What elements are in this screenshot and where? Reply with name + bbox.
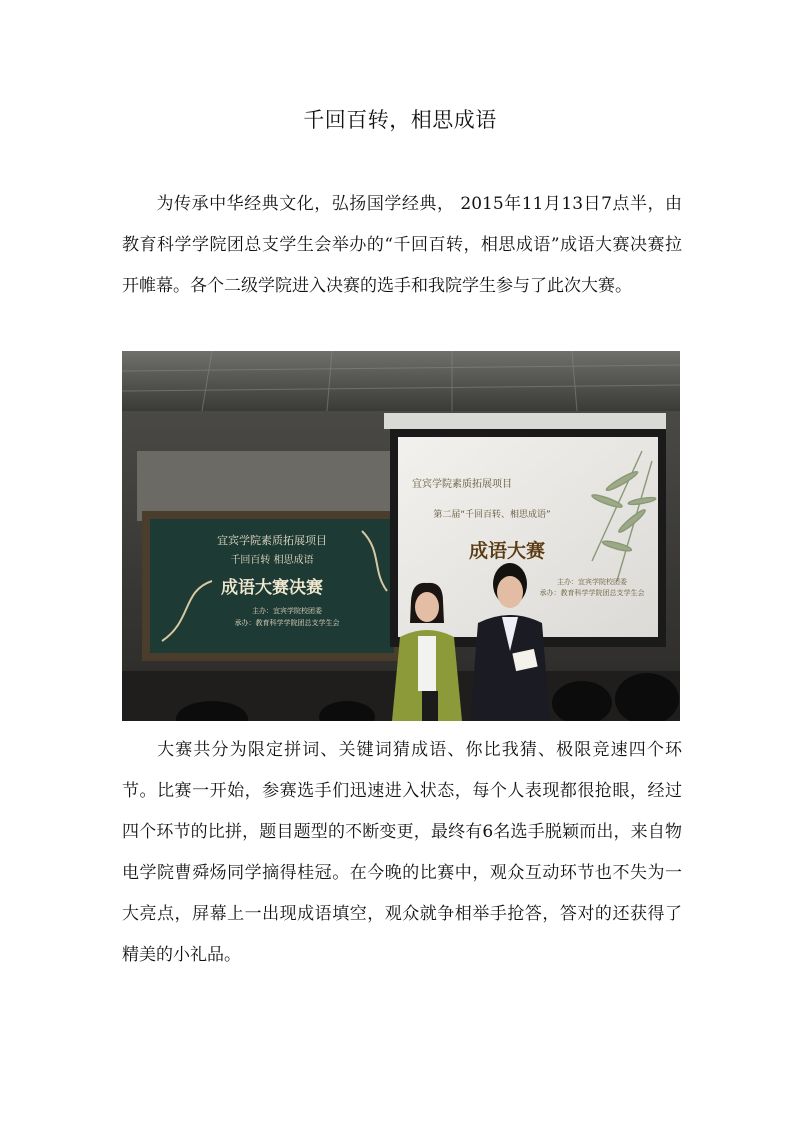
paragraph-intro [122,184,682,307]
blackboard-line-3: 成语大赛决赛 [221,578,323,598]
event-photo [122,351,680,721]
paragraph-competition [122,730,682,976]
page-title: 千回百转，相思成语 [303,108,497,132]
blackboard-line-2: 千回百转 相思成语 [230,555,314,566]
upper-wall [137,451,397,521]
blackboard-line-5: 承办：教育科学学院团总支学生会 [234,619,340,627]
ceiling [122,351,680,411]
screen-line-4: 主办：宜宾学院校团委 [557,578,627,586]
screen-casing [384,413,666,429]
screen-line-1: 宜宾学院素质拓展项目 [412,479,512,490]
paragraph-competition-text: 大赛共分为限定拼词、关键词猜成语、你比我猜、极限竞速四个环节。比赛一开始，参赛选手们迅速进入状态，每个人表现都很抢眼，经过四个环节的比拼，题目题型的不断变更，最终有6名选手脱颖而出，来自物电学院曹舜炀同学摘得桂冠。在今晚的比赛中，观众互动环节也不失为一大亮点，屏幕上一出现成语填空，观众就争相举手抢答，答对的还获得了精美的小礼品。 [122,740,682,965]
event-photo-scene [122,351,680,721]
blackboard-line-1: 宜宾学院素质拓展项目 [217,534,327,547]
screen-line-5: 承办：教育科学学院团总支学生会 [539,589,645,597]
screen-line-3: 成语大赛 [468,540,546,562]
blackboard-line-4: 主办：宜宾学院校团委 [252,607,322,615]
paragraph-intro-text: 为传承中华经典文化，弘扬国学经典， 2015年11月13日7点半，由教育科学学院团总支学生会举办的“千回百转，相思成语”成语大赛决赛拉开帷幕。各个二级学院进入决赛的选手和我院学生参与了此次大赛。 [122,194,682,296]
screen-line-2: 第二届“千回百转、相思成语” [433,510,551,520]
